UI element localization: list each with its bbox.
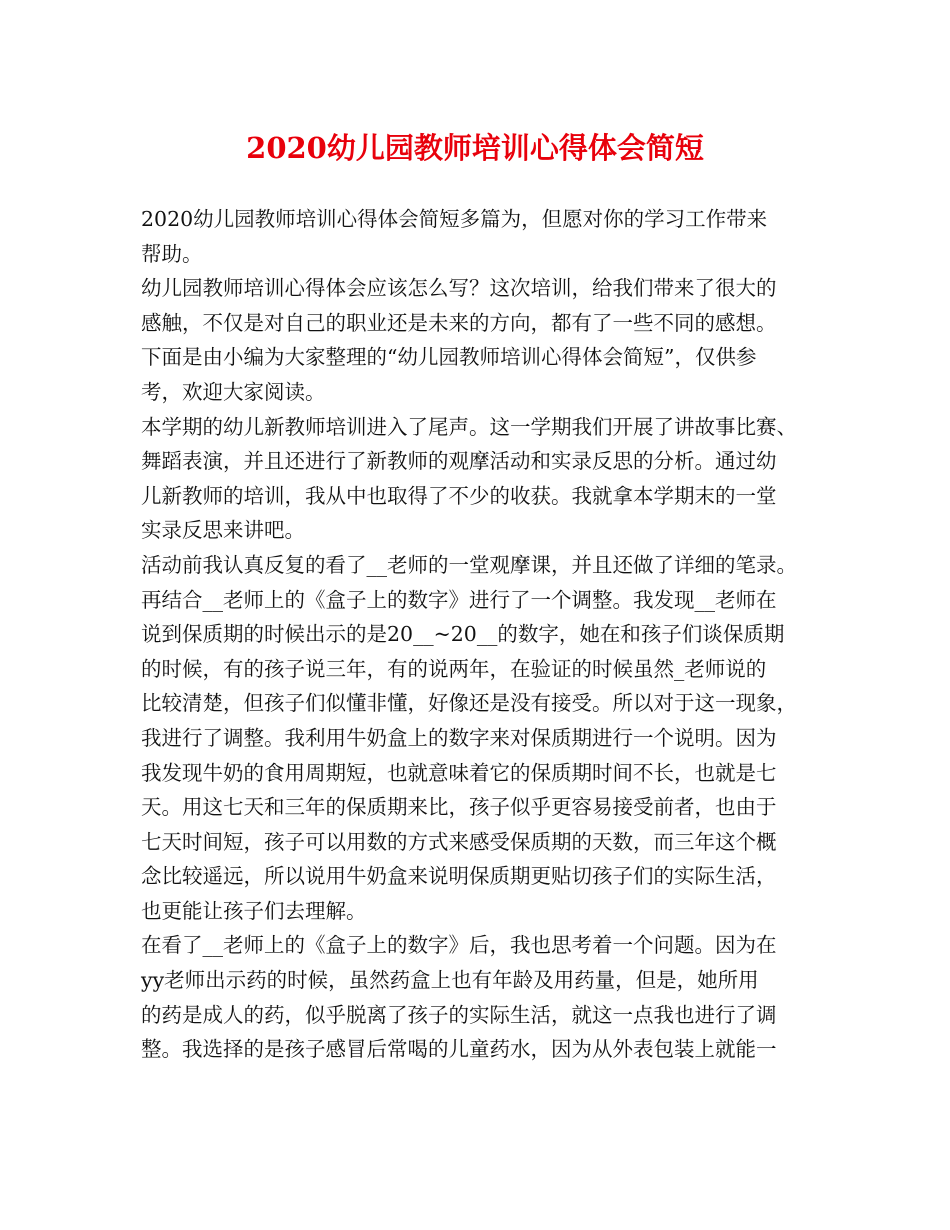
body-line: 本学期的幼儿新教师培训进入了尾声。这一学期我们开展了讲故事比赛、 xyxy=(141,414,797,439)
body-line: 的时候，有的孩子说三年，有的说两年，在验证的时候虽然_老师说的 xyxy=(141,656,767,681)
body-line: 活动前我认真反复的看了__老师的一堂观摩课，并且还做了详细的笔录。 xyxy=(141,552,797,577)
body-line: 帮助。 xyxy=(141,241,203,266)
body-line: 整。我选择的是孩子感冒后常喝的儿童药水，因为从外表包装上就能一 xyxy=(141,1037,777,1062)
body-line: 2020幼儿园教师培训心得体会简短多篇为，但愿对你的学习工作带来 xyxy=(141,207,768,231)
body-line: 也更能让孩子们去理解。 xyxy=(141,898,367,923)
body-line: 念比较遥远，所以说用牛奶盒来说明保质期更贴切孩子们的实际生活， xyxy=(141,864,777,889)
body-line: 说到保质期的时候出示的是20__~20__的数字，她在和孩子们谈保质期 xyxy=(141,622,785,647)
body-line: 在看了__老师上的《盒子上的数字》后，我也思考着一个问题。因为在 xyxy=(141,933,777,958)
body-line: 考，欢迎大家阅读。 xyxy=(141,379,326,404)
body-line: 七天时间短，孩子可以用数的方式来感受保质期的天数，而三年这个概 xyxy=(141,829,777,854)
body-line: 我进行了调整。我利用牛奶盒上的数字来对保质期进行一个说明。因为 xyxy=(141,725,777,750)
body-line: 实录反思来讲吧。 xyxy=(141,518,305,543)
document-body xyxy=(141,202,816,1067)
body-line: 儿新教师的培训，我从中也取得了不少的收获。我就拿本学期末的一堂 xyxy=(141,483,777,508)
body-line: 我发现牛奶的食用周期短，也就意味着它的保质期时间不长，也就是七 xyxy=(141,760,777,785)
body-line: 感触，不仅是对自己的职业还是未来的方向，都有了一些不同的感想。 xyxy=(141,310,777,335)
body-line: 天。用这七天和三年的保质期来比，孩子似乎更容易接受前者，也由于 xyxy=(141,795,777,820)
body-line: 下面是由小编为大家整理的“幼儿园教师培训心得体会简短”，仅供参 xyxy=(141,345,757,370)
body-line: 的药是成人的药，似乎脱离了孩子的实际生活，就这一点我也进行了调 xyxy=(141,1002,777,1027)
body-line: 再结合__老师上的《盒子上的数字》进行了一个调整。我发现__老师在 xyxy=(141,587,777,612)
body-line: 舞蹈表演，并且还进行了新教师的观摩活动和实录反思的分析。通过幼 xyxy=(141,449,777,474)
body-line: 幼儿园教师培训心得体会应该怎么写？这次培训，给我们带来了很大的 xyxy=(141,276,777,301)
body-line: 比较清楚，但孩子们似懂非懂，好像还是没有接受。所以对于这一现象， xyxy=(141,691,797,716)
document-title: 2020幼儿园教师培训心得体会简短 xyxy=(246,131,704,165)
body-line: yy老师出示药的时候，虽然药盒上也有年龄及用药量，但是，她所用 xyxy=(141,968,759,993)
